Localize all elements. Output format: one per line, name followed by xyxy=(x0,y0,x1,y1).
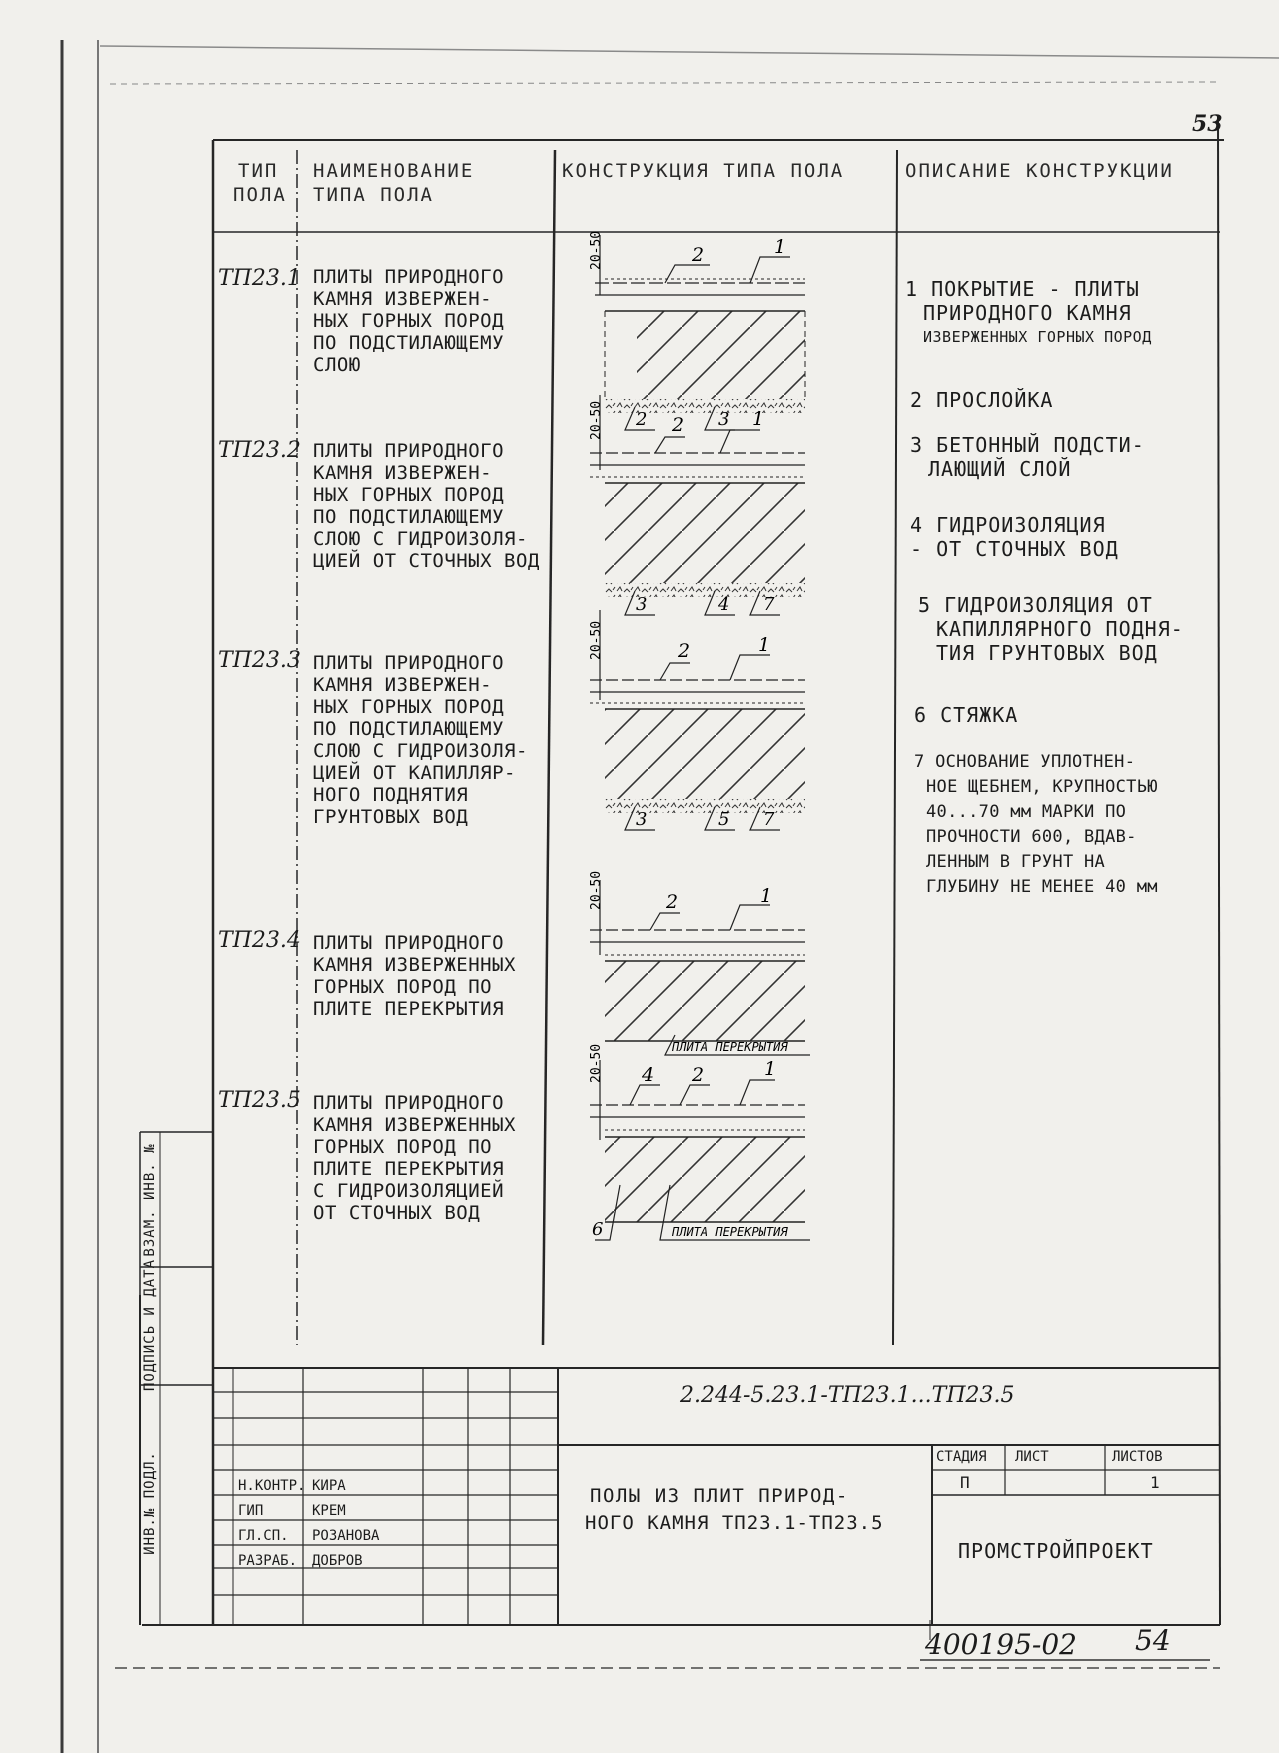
header-type-2: ПОЛА xyxy=(233,184,287,206)
row-code: ТП23.5 xyxy=(218,1088,301,1113)
doc-code: 2.244-5.23.1-ТП23.1...ТП23.5 xyxy=(680,1383,1015,1408)
callout-3: 3 xyxy=(718,409,730,430)
side-sign-date: ПОДПИСЬ И ДАТА xyxy=(142,1258,158,1391)
sheets-label: ЛИСТОВ xyxy=(1112,1449,1163,1465)
dim-label: 20-50 xyxy=(589,1043,604,1083)
callout-2: 2 xyxy=(692,1064,705,1086)
sheet-label: ЛИСТ xyxy=(1015,1449,1049,1465)
description-item-1: 1 ПОКРЫТИЕ - ПЛИТЫ ПРИРОДНОГО КАМНЯ ИЗВЕРЖЕННЫХ ГОРНЫХ ПОРОД xyxy=(905,277,1152,346)
drawing-title-line1: ПОЛЫ ИЗ ПЛИТ ПРИРОД- xyxy=(590,1485,849,1507)
header-type-1: ТИП xyxy=(238,160,279,182)
row-code: ТП23.2 xyxy=(218,438,301,463)
stage-value: П xyxy=(960,1473,970,1492)
callout-7: 7 xyxy=(763,594,775,615)
sheets-value: 1 xyxy=(1150,1473,1160,1492)
row-name: ПЛИТЫ ПРИРОДНОГО КАМНЯ ИЗВЕРЖЕН- НЫХ ГОРНЫХ ПОРОД ПО ПОДСТИЛАЮЩЕМУ СЛОЮ xyxy=(313,266,505,376)
row-name: ПЛИТЫ ПРИРОДНОГО КАМНЯ ИЗВЕРЖЕН- НЫХ ГОРНЫХ ПОРОД ПО ПОДСТИЛАЮЩЕМУ СЛОЮ С ГИДРОИЗОЛЯ- ЦИЕЙ ОТ СТОЧНЫХ ВОД xyxy=(313,440,540,572)
row-name: ПЛИТЫ ПРИРОДНОГО КАМНЯ ИЗВЕРЖЕННЫХ ГОРНЫХ ПОРОД ПО ПЛИТЕ ПЕРЕКРЫТИЯ С ГИДРОИЗОЛЯЦИЕЙ ОТ СТОЧНЫХ ВОД xyxy=(313,1092,516,1224)
callout-2: 2 xyxy=(678,640,691,662)
callout-1: 1 xyxy=(764,1058,777,1080)
construction-drawings xyxy=(580,225,880,1335)
drawing-tp23-2 xyxy=(590,395,805,615)
header-name-1: НАИМЕНОВАНИЕ xyxy=(313,160,475,182)
description-item-5: 5 ГИДРОИЗОЛЯЦИЯ ОТ КАПИЛЛЯРНОГО ПОДНЯ- ТИЯ ГРУНТОВЫХ ВОД xyxy=(918,593,1184,665)
page-number: 53 xyxy=(1192,111,1223,137)
organization: ПРОМСТРОЙПРОЕКТ xyxy=(958,1539,1154,1563)
drawing-title-line2: НОГО КАМНЯ ТП23.1-ТП23.5 xyxy=(585,1512,884,1534)
callout-7: 7 xyxy=(763,809,775,830)
header-construction: КОНСТРУКЦИЯ ТИПА ПОЛА xyxy=(562,160,845,182)
drawing-tp23-5 xyxy=(590,1060,810,1240)
row-name: ПЛИТЫ ПРИРОДНОГО КАМНЯ ИЗВЕРЖЕННЫХ ГОРНЫХ ПОРОД ПО ПЛИТЕ ПЕРЕКРЫТИЯ xyxy=(313,932,516,1020)
signature-roles: Н.КОНТР. ГИП ГЛ.СП. РАЗРАБ. xyxy=(238,1478,306,1569)
callout-1: 1 xyxy=(774,236,787,258)
callout-2: 2 xyxy=(692,244,705,266)
row-name: ПЛИТЫ ПРИРОДНОГО КАМНЯ ИЗВЕРЖЕН- НЫХ ГОРНЫХ ПОРОД ПО ПОДСТИЛАЮЩЕМУ СЛОЮ С ГИДРОИЗОЛЯ- ЦИЕЙ ОТ КАПИЛЛЯР- НОГО ПОДНЯТИЯ ГРУНТОВЫХ ВОД xyxy=(313,652,528,828)
description-item-4: 4 ГИДРОИЗОЛЯЦИЯ - ОТ СТОЧНЫХ ВОД xyxy=(910,513,1119,561)
callout-1: 1 xyxy=(758,634,771,656)
drawing-tp23-4 xyxy=(590,880,810,1055)
callout-2: 2 xyxy=(636,409,648,430)
description-item-2: 2 ПРОСЛОЙКА xyxy=(910,388,1054,412)
dim-label: 20-50 xyxy=(589,870,604,910)
header-name-2: ТИПА ПОЛА xyxy=(313,184,434,206)
side-inv-replace: ВЗАМ. ИНВ. № xyxy=(142,1143,158,1257)
side-inv-orig: ИНВ.№ ПОДЛ. xyxy=(142,1451,158,1555)
dim-label: 20-50 xyxy=(589,620,604,660)
callout-5: 5 xyxy=(718,809,730,830)
drawing-tp23-3 xyxy=(590,610,805,830)
callout-1: 1 xyxy=(760,885,773,907)
slab-label: ПЛИТА ПЕРЕКРЫТИЯ xyxy=(672,1225,788,1239)
row-code: ТП23.4 xyxy=(218,928,301,953)
archive-page: 54 xyxy=(1135,1624,1171,1657)
description-item-3: 3 БЕТОННЫЙ ПОДСТИ- ЛАЮЩИЙ СЛОЙ xyxy=(910,433,1145,481)
callout-2: 2 xyxy=(666,891,679,913)
callout-3: 3 xyxy=(636,594,648,615)
callout-2: 2 xyxy=(672,414,685,436)
signature-names: КИРА КРЕМ РОЗАНОВА ДОБРОВ xyxy=(312,1478,380,1569)
callout-4: 4 xyxy=(642,1064,655,1086)
dim-label: 20-50 xyxy=(589,400,604,440)
row-code: ТП23.1 xyxy=(218,266,301,291)
callout-6: 6 xyxy=(592,1219,604,1240)
row-code: ТП23.3 xyxy=(218,648,301,673)
archive-underline xyxy=(920,1656,1220,1664)
description-item-7: 7 ОСНОВАНИЕ УПЛОТНЕН- НОЕ ЩЕБНЕМ, КРУПНОСТЬЮ 40...70 мм МАРКИ ПО ПРОЧНОСТИ 600, ВДАВ- ЛЕННЫМ В ГРУНТ НА ГЛУБИНУ НЕ МЕНЕЕ 40 мм xyxy=(914,752,1158,897)
dim-label: 20-50 xyxy=(589,230,604,270)
archive-number: 400195-02 xyxy=(925,1628,1077,1661)
slab-label: ПЛИТА ПЕРЕКРЫТИЯ xyxy=(672,1040,788,1054)
callout-3: 3 xyxy=(636,809,648,830)
stage-label: СТАДИЯ xyxy=(936,1449,987,1465)
callout-1: 1 xyxy=(752,408,765,430)
header-description: ОПИСАНИЕ КОНСТРУКЦИИ xyxy=(905,160,1174,182)
description-item-6: 6 СТЯЖКА xyxy=(914,703,1019,727)
callout-4: 4 xyxy=(718,594,730,615)
